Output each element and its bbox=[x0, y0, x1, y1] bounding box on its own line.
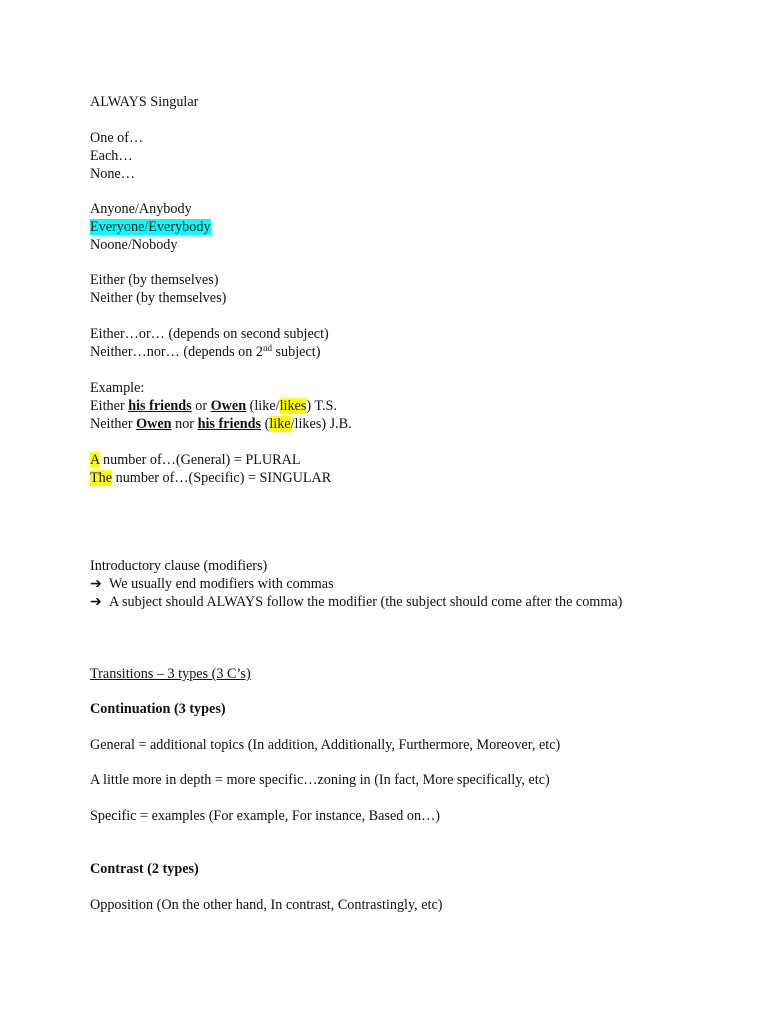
example-label: Example: bbox=[90, 380, 145, 396]
rule-everyone bbox=[90, 219, 211, 236]
rule-anyone: Anyone/Anybody bbox=[90, 201, 192, 217]
example-text: Neither bbox=[90, 416, 137, 432]
example-line-2 bbox=[90, 416, 352, 433]
intro-point-text: A subject should ALWAYS follow the modifier (the subject should come after the comma) bbox=[109, 594, 623, 610]
always-singular-heading: ALWAYS Singular bbox=[90, 94, 199, 110]
contrast-heading: Contrast (2 types) bbox=[90, 861, 199, 877]
neither-nor-text-end: subject) bbox=[271, 344, 321, 360]
example-text: ( bbox=[261, 416, 270, 432]
continuation-heading: Continuation (3 types) bbox=[90, 701, 226, 717]
rule-noone: Noone/Nobody bbox=[90, 237, 178, 253]
arrow-right-icon: ➔ bbox=[90, 594, 102, 610]
example-text: Either bbox=[90, 398, 129, 414]
example-text: nor bbox=[171, 416, 198, 432]
arrow-right-icon: ➔ bbox=[90, 576, 102, 592]
highlight-a: A bbox=[90, 452, 100, 468]
intro-point-text: We usually end modifiers with commas bbox=[109, 576, 334, 592]
rule-either-or: Either…or… (depends on second subject) bbox=[90, 326, 329, 342]
highlight-cyan: Everyone/Everybody bbox=[90, 219, 211, 235]
example-text: ) T.S. bbox=[306, 398, 337, 414]
rule-none: None… bbox=[90, 166, 135, 182]
subject-his-friends: his friends bbox=[197, 416, 262, 432]
rule-either-alone: Either (by themselves) bbox=[90, 272, 219, 288]
rule-neither-alone: Neither (by themselves) bbox=[90, 290, 227, 306]
subject-owen: Owen bbox=[210, 398, 247, 414]
highlight-like: like bbox=[269, 416, 291, 432]
example-text: /likes) J.B. bbox=[290, 416, 352, 432]
rule-a-number-of bbox=[90, 452, 301, 469]
example-line-1 bbox=[90, 398, 337, 415]
subject-owen: Owen bbox=[136, 416, 172, 432]
superscript-nd: nd bbox=[262, 343, 272, 353]
introductory-heading: Introductory clause (modifiers) bbox=[90, 558, 268, 574]
rule-text: number of…(General) = PLURAL bbox=[99, 452, 301, 468]
intro-point-1 bbox=[90, 576, 334, 593]
example-text: or bbox=[191, 398, 211, 414]
rule-the-number-of bbox=[90, 470, 331, 487]
rule-each: Each… bbox=[90, 148, 133, 164]
rule-one-of: One of… bbox=[90, 130, 144, 146]
neither-nor-text: Neither…nor… (depends on 2 bbox=[90, 344, 263, 360]
contrast-opposition: Opposition (On the other hand, In contrast, Contrastingly, etc) bbox=[90, 897, 443, 913]
intro-point-2 bbox=[90, 594, 622, 611]
example-text: (like/ bbox=[246, 398, 280, 414]
rule-neither-nor bbox=[90, 344, 320, 361]
highlight-likes: likes bbox=[279, 398, 307, 414]
highlight-the: The bbox=[90, 470, 113, 486]
continuation-specific: Specific = examples (For example, For instance, Based on…) bbox=[90, 808, 440, 824]
subject-his-friends: his friends bbox=[128, 398, 192, 414]
transitions-heading: Transitions – 3 types (3 C’s) bbox=[90, 666, 251, 682]
continuation-in-depth: A little more in depth = more specific…zoning in (In fact, More specifically, etc) bbox=[90, 772, 550, 788]
rule-text: number of…(Specific) = SINGULAR bbox=[112, 470, 332, 486]
continuation-general: General = additional topics (In addition, Additionally, Furthermore, Moreover, etc) bbox=[90, 737, 561, 753]
